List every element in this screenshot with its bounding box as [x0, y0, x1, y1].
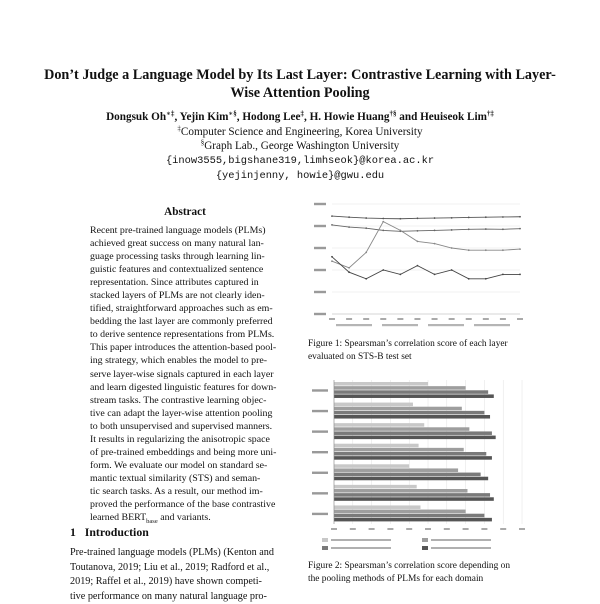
abstract-line: and learn digested linguistic features for down- — [90, 381, 277, 393]
abstract-last-prefix: learned BERT — [90, 512, 147, 524]
bar — [334, 518, 492, 522]
bar — [334, 493, 490, 497]
bar — [334, 489, 467, 493]
series-line — [332, 216, 520, 219]
abstract-last-suffix: and variants. — [157, 512, 211, 524]
abstract-line: tive can adapt the layer-wise attention pooling — [90, 407, 273, 419]
section-title: Introduction — [84, 525, 149, 539]
affiliation-text: Computer Science and Engineering, Korea University — [180, 126, 423, 138]
data-point — [468, 217, 470, 219]
bar — [334, 510, 466, 514]
abstract-line: stacked layers of PLMs are not clearly iden- — [90, 290, 265, 302]
author-name: Yejin Kim — [179, 111, 229, 123]
section-line: Toutanova, 2019; Liu et al., 2019; Radford et al., — [70, 561, 270, 573]
abstract-line: tified, straightforward approaches such as em- — [90, 303, 273, 315]
data-point — [451, 269, 453, 271]
legend-swatch — [322, 546, 328, 550]
author-separator: , — [236, 111, 240, 123]
x-tick-label — [425, 528, 431, 530]
section-number: 1 — [70, 525, 76, 539]
abstract-line: mantic textual similarity (STS) and seman- — [90, 472, 261, 484]
bar — [334, 436, 496, 440]
bar — [334, 390, 488, 394]
section-body — [70, 546, 296, 604]
legend-swatch — [422, 546, 428, 550]
affiliation-mark: ‡ — [177, 124, 181, 133]
category-label — [312, 492, 328, 494]
figure-1-caption — [308, 338, 538, 364]
caption-line: the pooling methods of PLMs for each domain — [308, 573, 484, 584]
bar — [334, 452, 486, 456]
data-point — [417, 217, 419, 219]
x-tick-label — [369, 528, 375, 530]
y-tick-label — [314, 203, 326, 205]
legend-entry — [431, 547, 491, 549]
paper-title: Don’t Judge a Language Model by Its Last Layer: Contrastive Learning with Layer-Wise Attention Pooling — [44, 67, 556, 101]
author-marks: †§ — [389, 109, 397, 118]
legend-swatch — [322, 538, 328, 542]
bar — [334, 411, 484, 415]
bar — [334, 403, 413, 407]
data-point — [519, 274, 521, 276]
x-tick-label — [519, 528, 525, 530]
x-tick-label — [466, 318, 472, 320]
legend-swatch — [422, 538, 428, 542]
legend-entry — [428, 324, 464, 326]
abstract-body — [90, 224, 280, 528]
bar — [334, 464, 409, 468]
bar — [334, 448, 464, 452]
x-tick-label — [432, 318, 438, 320]
figure-1-line-chart — [308, 196, 530, 334]
bar — [334, 423, 424, 427]
x-tick-label — [363, 318, 369, 320]
data-point — [485, 216, 487, 218]
abstract-line: achieved great success on many natural lan- — [90, 238, 264, 250]
data-point — [417, 230, 419, 232]
data-point — [348, 226, 350, 228]
data-point — [468, 228, 470, 230]
caption-line: evaluated on STS-B test set — [308, 351, 412, 362]
section-heading — [70, 525, 149, 540]
data-point — [399, 274, 401, 276]
section-line: 2019; Raffel et al., 2019) have shown competi- — [70, 576, 262, 588]
data-point — [519, 248, 521, 250]
author-and: and — [399, 111, 418, 123]
bar — [334, 382, 428, 386]
data-point — [519, 216, 521, 218]
x-tick-label — [481, 528, 487, 530]
legend-entry — [474, 324, 510, 326]
abstract-line: bedding the last layer are commonly preferred — [90, 316, 273, 328]
bar — [334, 505, 420, 509]
bar — [334, 468, 458, 472]
x-tick-label — [387, 528, 393, 530]
data-point — [434, 274, 436, 276]
data-point — [331, 260, 333, 262]
abstract-line: serve layer-wise signals captured in each layer — [90, 368, 274, 380]
data-point — [331, 224, 333, 226]
bar — [334, 431, 492, 435]
data-point — [434, 230, 436, 232]
data-point — [451, 229, 453, 231]
data-point — [365, 252, 367, 254]
x-tick-label — [331, 528, 337, 530]
y-tick-label — [314, 313, 326, 315]
series-line — [332, 257, 520, 279]
series-line — [332, 222, 520, 268]
data-point — [348, 216, 350, 218]
category-label — [312, 389, 328, 391]
abstract-line: stream tasks. The contrastive learning objec- — [90, 394, 267, 406]
bar — [334, 473, 481, 477]
bar — [334, 407, 462, 411]
author-marks: †‡ — [486, 109, 494, 118]
y-tick-label — [314, 291, 326, 293]
data-point — [382, 230, 384, 232]
data-point — [331, 215, 333, 217]
abstract-line: It results in regularizing the anisotropic space — [90, 433, 270, 445]
abstract-heading: Abstract — [164, 206, 206, 218]
bar — [334, 497, 494, 501]
data-point — [502, 249, 504, 251]
bar — [334, 485, 417, 489]
data-point — [399, 230, 401, 232]
x-tick-label — [414, 318, 420, 320]
x-tick-label — [500, 318, 506, 320]
data-point — [434, 217, 436, 219]
data-point — [399, 218, 401, 220]
bar — [334, 427, 469, 431]
caption-line: Figure 1: Spearsman’s correlation score of each layer — [308, 339, 508, 349]
category-label — [312, 410, 328, 412]
data-point — [451, 247, 453, 249]
email-line: {inow3555,bigshane319,limhseok}@korea.ac.kr — [165, 155, 435, 167]
abstract-line: guistic features and contextualized sentence — [90, 264, 264, 276]
caption-line: Figure 2: Spearsman’s correlation score depending on — [308, 561, 511, 571]
section-line: Pre-trained language models (PLMs) (Kenton and — [70, 547, 274, 558]
bar — [334, 477, 488, 481]
author-separator: , — [174, 111, 178, 123]
bar — [334, 514, 484, 518]
x-tick-label — [517, 318, 523, 320]
author-marks: ∗‡ — [166, 109, 175, 118]
legend-entry — [431, 539, 491, 541]
abstract-line: Recent pre-trained language models (PLMs) — [90, 225, 266, 236]
x-tick-label — [444, 528, 450, 530]
abstract-line: proved the performance of the base contrastive — [90, 498, 276, 510]
abstract-line: form. We evaluate our model on standard se- — [90, 459, 268, 471]
x-tick-label — [380, 318, 386, 320]
legend-entry — [336, 324, 372, 326]
data-point — [365, 217, 367, 219]
data-point — [502, 274, 504, 276]
abstract-line: representation. Since attributes captured in — [90, 277, 259, 289]
category-label — [312, 513, 328, 515]
bar — [334, 415, 490, 419]
data-point — [417, 241, 419, 243]
affiliation — [40, 139, 560, 153]
affiliation-mark: § — [200, 138, 205, 147]
data-point — [382, 221, 384, 223]
x-tick-label — [483, 318, 489, 320]
affiliation — [40, 125, 560, 139]
bar — [334, 394, 494, 398]
data-point — [382, 218, 384, 220]
x-tick-label — [449, 318, 455, 320]
data-point — [485, 249, 487, 251]
abstract-last-sub: base — [146, 518, 158, 525]
abstract-line: guage processing tasks through learning lin- — [90, 251, 265, 263]
y-tick-label — [314, 247, 326, 249]
author-marks: ∗§ — [228, 109, 237, 118]
data-point — [451, 217, 453, 219]
abstract-line: to derive sentence representations from PLMs. — [90, 329, 275, 341]
y-tick-label — [314, 225, 326, 227]
data-point — [365, 227, 367, 229]
x-tick-label — [397, 318, 403, 320]
legend-entry — [382, 324, 418, 326]
abstract-line: to both unsupervised and supervised manners. — [90, 420, 273, 432]
y-tick-label — [314, 269, 326, 271]
x-tick-label — [463, 528, 469, 530]
abstract-line: This paper introduces the attention-based pool- — [90, 342, 277, 354]
legend-entry — [331, 547, 391, 549]
x-tick-label — [329, 318, 335, 320]
data-point — [468, 278, 470, 280]
author-list — [40, 110, 560, 124]
author-name: Dongsuk Oh — [106, 111, 167, 123]
abstract-line: tic search tasks. As a result, our method im- — [90, 485, 263, 497]
category-label — [312, 472, 328, 474]
data-point — [434, 243, 436, 245]
bar — [334, 444, 419, 448]
category-label — [312, 430, 328, 432]
x-tick-label — [350, 528, 356, 530]
bar — [334, 456, 492, 460]
data-point — [485, 228, 487, 230]
data-point — [502, 216, 504, 218]
affiliation-text: Graph Lab., George Washington University — [204, 140, 400, 152]
figure-2-bar-chart — [308, 374, 530, 554]
author-marks: ‡ — [300, 109, 304, 118]
email-line: {yejinjenny, howie}@gwu.edu — [215, 170, 385, 182]
abstract-line: of pre-trained embeddings and being more uni- — [90, 446, 277, 458]
data-point — [365, 278, 367, 280]
data-point — [468, 249, 470, 251]
category-label — [312, 451, 328, 453]
author-separator: , — [303, 111, 307, 123]
data-point — [502, 228, 504, 230]
legend-entry — [331, 539, 391, 541]
data-point — [519, 228, 521, 230]
data-point — [331, 256, 333, 258]
abstract-line: ing strategy, which enables the model to pre- — [90, 355, 268, 367]
data-point — [348, 267, 350, 269]
data-point — [382, 269, 384, 271]
data-point — [485, 278, 487, 280]
bar — [334, 386, 466, 390]
x-tick-label — [346, 318, 352, 320]
x-tick-label — [406, 528, 412, 530]
figure-2-caption — [308, 560, 538, 586]
author-name: Heuiseok Lim — [420, 111, 487, 123]
x-tick-label — [500, 528, 506, 530]
author-name: H. Howie Huang — [309, 111, 390, 123]
section-line: tive performance on many natural language pro- — [70, 590, 267, 602]
data-point — [348, 271, 350, 273]
data-point — [417, 265, 419, 267]
author-name: Hodong Lee — [242, 111, 301, 123]
